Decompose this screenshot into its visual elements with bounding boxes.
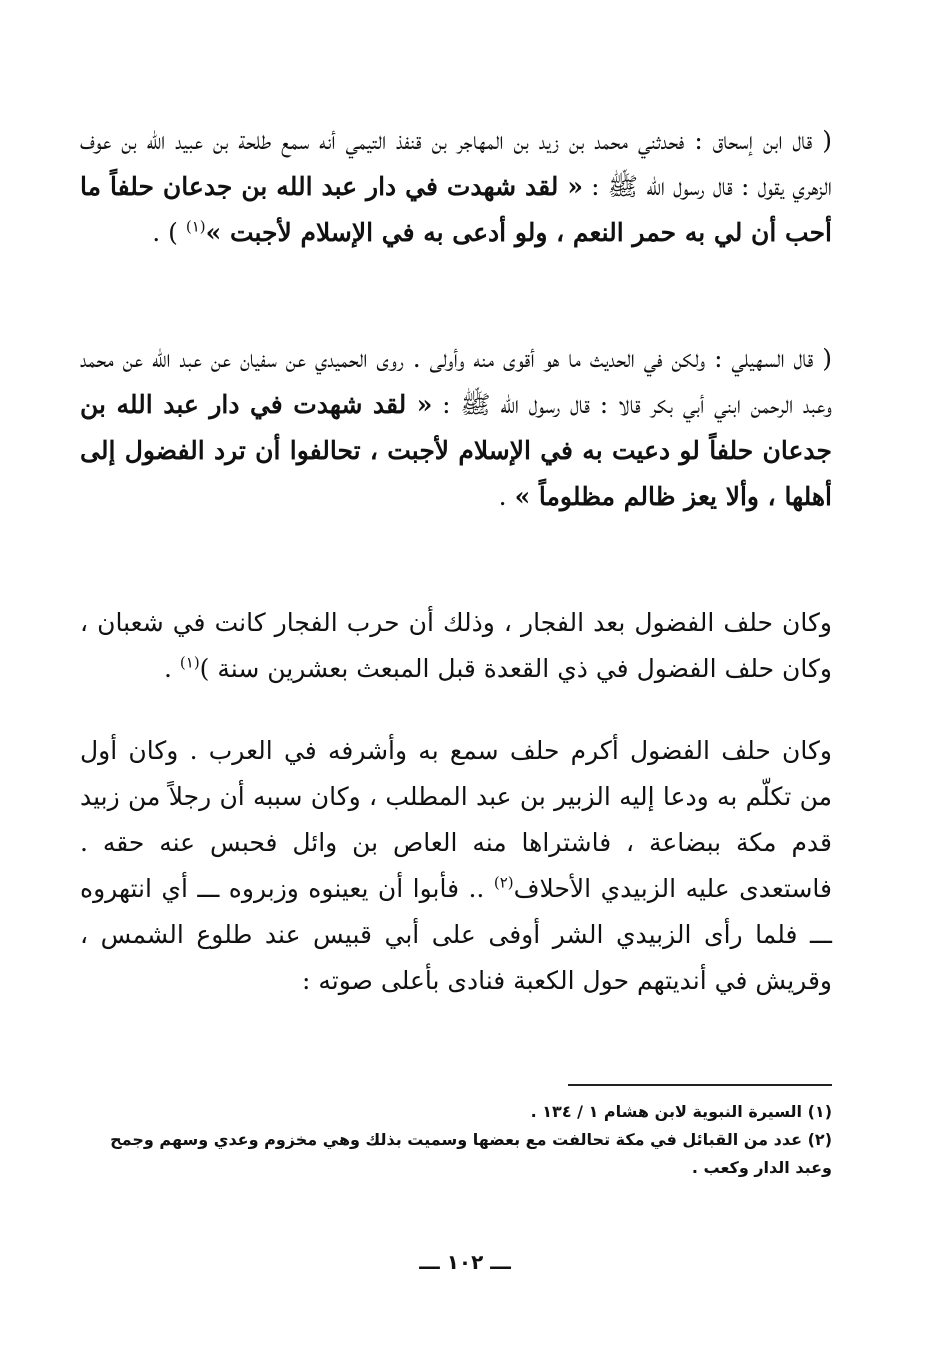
text-run: وكان حلف الفضول أكرم حلف سمع به وأشرفه في العرب . وكان أول من تكلّم به ودعا إليه الزبير بن عبد المطلب ، وكان سببه أن رجلاً من زبيد قدم مكة ببضاعة ، فاشتراها منه العاص بن وائل فحبس عنه حقه . فاستعدى عليه الزبيدي الأحلاف: [80, 736, 832, 903]
footnotes: [100, 1098, 832, 1182]
text-run: ( قال السهيلي : ولكن في الحديث ما هو أقوى منه وأولى . روى الحميدي عن سفيان عن عبد الله عن محمد وعبد الرحمن ابني أبي بكر قالا : قال رسول الله ﷺ :: [80, 344, 832, 419]
page-number: ـــ ١٠٢ ـــ: [419, 1250, 511, 1274]
text-run: .: [163, 654, 180, 683]
text-run: .: [498, 482, 515, 511]
footnote-1: (١) السيرة النبوية لابن هشام ١ / ١٣٤ .: [530, 1102, 832, 1121]
text-run: ) .: [152, 218, 186, 247]
footnote-marker: (١): [179, 653, 200, 672]
hadith-quote: « لقد شهدت في دار عبد الله بن جدعان حلفاً لو دعيت به في الإسلام لأجبت ، تحالفوا أن ترد الفضول إلى أهلها ، وألا يعز ظالم مظلوماً »: [80, 390, 832, 511]
text-run: .. فأبوا أن يعينوه وزبروه ـــ أي انتهروه ـــ فلما رأى الزبيدي الشر أوفى على أبي قبيس عند طلوع الشمس ، وقريش في أنديتهم حول الكعبة فنادى بأعلى صوته :: [80, 874, 832, 995]
paragraph-ibn-ishaq: [80, 118, 832, 256]
footnote-marker: (١): [185, 217, 206, 236]
paragraph-suhayli: [80, 336, 832, 520]
text-run: وكان حلف الفضول بعد الفجار ، وذلك أن حرب الفجار كانت في شعبان ، وكان حلف الفضول في ذي القعدة قبل المبعث بعشرين سنة ): [80, 608, 832, 683]
hadith-quote: « لقد شهدت في دار عبد الله بن جدعان حلفاً ما أحب أن لي به حمر النعم ، ولو أدعى به في الإسلام لأجبت »: [80, 172, 832, 247]
paragraph-hilf-al-fudul: [80, 728, 832, 1004]
footnote-marker: (٢): [493, 873, 514, 892]
footnote-separator: [568, 1084, 832, 1086]
paragraph-fijar: [80, 600, 832, 692]
footnote-2: (٢) عدد من القبائل في مكة تحالفت مع بعضها وسميت بذلك وهي مخزوم وعدي وسهم وجمح وعبد الدار وكعب .: [110, 1130, 832, 1177]
text-run: ( قال ابن إسحاق : فحدثني محمد بن زيد بن المهاجر بن قنفذ التيمي أنه سمع طلحة بن عبيد الله بن عوف الزهري يقول : قال رسول الله ﷺ :: [80, 126, 832, 201]
